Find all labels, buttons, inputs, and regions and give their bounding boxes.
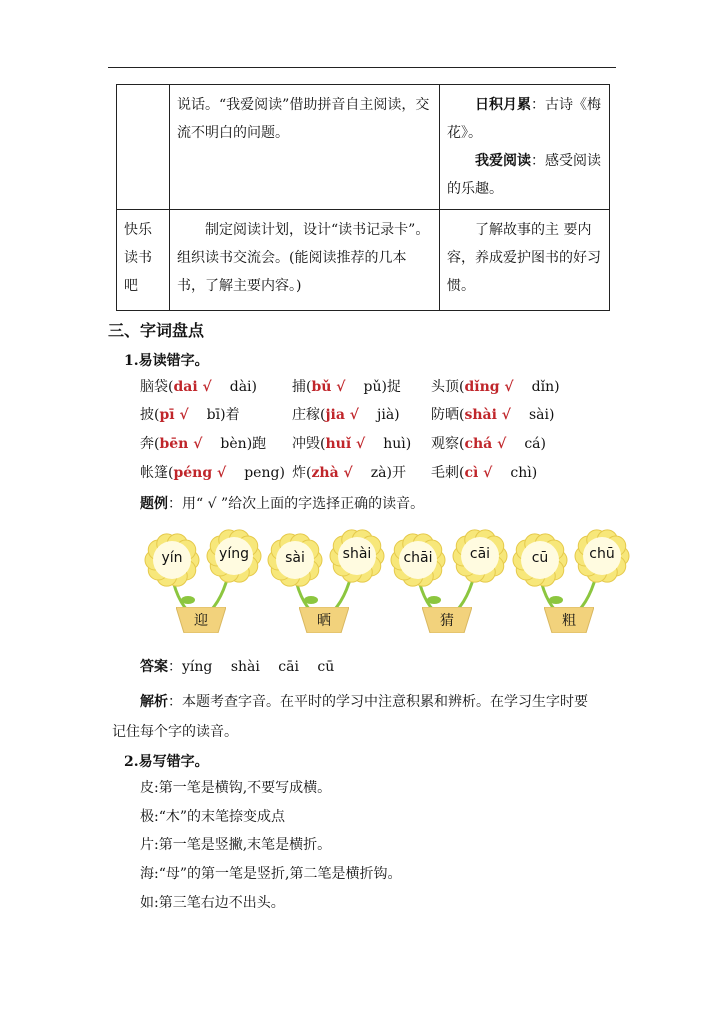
analysis-text: ：本题考查字音。在平时的学习中注意积累和辨析。在学习生字时要 [168,694,588,710]
wrong-pinyin: huì [383,436,406,452]
section-title: 三、字词盘点 [108,321,205,340]
wrong-pinyin: cá [524,436,541,452]
wrong-pinyin: peng [244,465,280,481]
cell-text: ：感受阅读的乐趣。 [447,153,601,197]
misread-word [140,433,266,453]
misread-word [140,462,285,482]
analysis-line [140,691,588,711]
subsection-title: 1.易读错字。 [124,353,209,369]
word-prefix: 庄稼( [292,407,326,423]
misread-word [292,404,400,424]
word-prefix: 防晒( [431,407,465,423]
word-prefix: 奔( [140,436,160,452]
word-prefix: 捕( [292,379,312,395]
word-suffix: )开 [386,465,406,481]
word-prefix: 脑袋( [140,379,174,395]
word-prefix: 披( [140,407,160,423]
word-suffix: )跑 [246,436,267,452]
misread-word [431,433,546,453]
correct-pinyin: cì √ [464,465,493,481]
table-cell [117,85,170,210]
misread-word [140,376,257,396]
word-prefix: 头顶( [431,379,465,395]
answer-text: ：yíng shài cāi cū [168,659,335,675]
cell-text: 了解故事的主 要内容，养成爱护图书的好习惯。 [447,222,601,294]
word-suffix: ) [394,407,400,423]
table-row [117,210,610,311]
word-suffix: ) [405,436,412,452]
wrong-pinyin: chì [510,465,532,481]
flower-pinyin: chāi [403,550,433,566]
misread-word [292,433,411,453]
correct-pinyin: dǐng √ [464,379,514,395]
correct-pinyin: huǐ √ [325,436,366,452]
misread-word [292,376,401,396]
flower-pinyin: yíng [219,546,249,562]
list-item: 极:“木”的末笔捺变成点 [140,809,286,825]
word-prefix: 观察( [431,436,465,452]
cell-label: 我爱阅读 [475,153,531,169]
example-line [140,493,424,513]
word-suffix: ) [531,465,538,481]
table-cell [440,210,610,311]
answer-label: 答案 [140,659,168,675]
wrong-pinyin: sài [529,407,550,423]
cell-text: 说话。“我爱阅读”借助拼音自主阅读，交流不明白的问题。 [177,97,430,141]
wrong-pinyin: bèn [220,436,247,452]
word-suffix: ) [251,379,257,395]
subsection-title: 2.易写错字。 [124,754,209,770]
table-cell [170,85,440,210]
correct-pinyin: jia √ [325,407,359,423]
misread-word [431,404,554,424]
flower-pinyin: shài [342,546,372,562]
correct-pinyin: zhà √ [311,465,353,481]
word-suffix: ) [549,407,555,423]
correct-pinyin: bēn √ [159,436,203,452]
cell-text: ：古诗《梅花》。 [447,97,601,141]
wrong-pinyin: zà [370,465,387,481]
flower-pinyin: yín [161,550,183,566]
answer-line [140,656,334,676]
list-item: 皮:第一笔是横钩,不要写成横。 [140,780,332,796]
correct-pinyin: péng √ [173,465,227,481]
misread-word [431,462,537,482]
table-cell [117,210,170,311]
word-suffix: )着 [220,407,240,423]
list-item: 海:“母”的第一笔是竖折,第二笔是横折钩。 [140,866,402,882]
wrong-pinyin: jià [377,407,395,423]
misread-word [292,462,406,482]
wrong-pinyin: pǔ [363,379,382,395]
flower-pinyin: cū [531,550,549,566]
header-rule [108,67,616,68]
wrong-pinyin: dǐn [531,379,555,395]
example-label: 题例 [140,496,168,512]
example-text: ：用“ √ ”给次上面的字选择正确的读音。 [168,496,425,512]
cell-text: 制定阅读计划，设计“读书记录卡”。组织读书交流会。(能阅读推荐的几本书，了解主要内容。) [177,222,430,294]
correct-pinyin: chá √ [464,436,507,452]
list-item: 片:第一笔是竖撇,末笔是横折。 [140,837,332,853]
word-prefix: 炸( [292,465,312,481]
cell-label: 日积月累 [475,97,531,113]
word-prefix: 毛刺( [431,465,465,481]
word-suffix: ) [554,379,560,395]
table-row [117,85,610,210]
word-prefix: 帐篷( [140,465,174,481]
table-cell [440,85,610,210]
teaching-plan-table [116,84,610,311]
correct-pinyin: dai √ [173,379,212,395]
word-suffix: ) [540,436,546,452]
flower-pot-character: 迎 [194,613,208,629]
wrong-pinyin: bī [206,407,221,423]
flower-pinyin: sài [285,550,305,566]
table-cell [170,210,440,311]
list-item: 如:第三笔右边不出头。 [140,895,285,911]
flower-pinyin: chū [589,546,615,562]
misread-word [431,376,560,396]
analysis-line-2: 记住每个字的读音。 [112,724,238,740]
correct-pinyin: bǔ √ [311,379,346,395]
analysis-label: 解析 [140,694,168,710]
cell-text: 快乐读书吧 [124,222,152,294]
flower-pinyin: cāi [469,546,491,562]
wrong-pinyin: dài [229,379,252,395]
word-suffix: ) [279,465,285,481]
flower-pot-character: 粗 [562,613,576,629]
word-suffix: )捉 [381,379,401,395]
flower-pot-character: 猜 [440,613,454,629]
flower-pot-character: 晒 [317,613,331,629]
misread-word [140,404,240,424]
word-prefix: 冲毁( [292,436,326,452]
correct-pinyin: shài √ [464,407,511,423]
correct-pinyin: pī √ [159,407,189,423]
